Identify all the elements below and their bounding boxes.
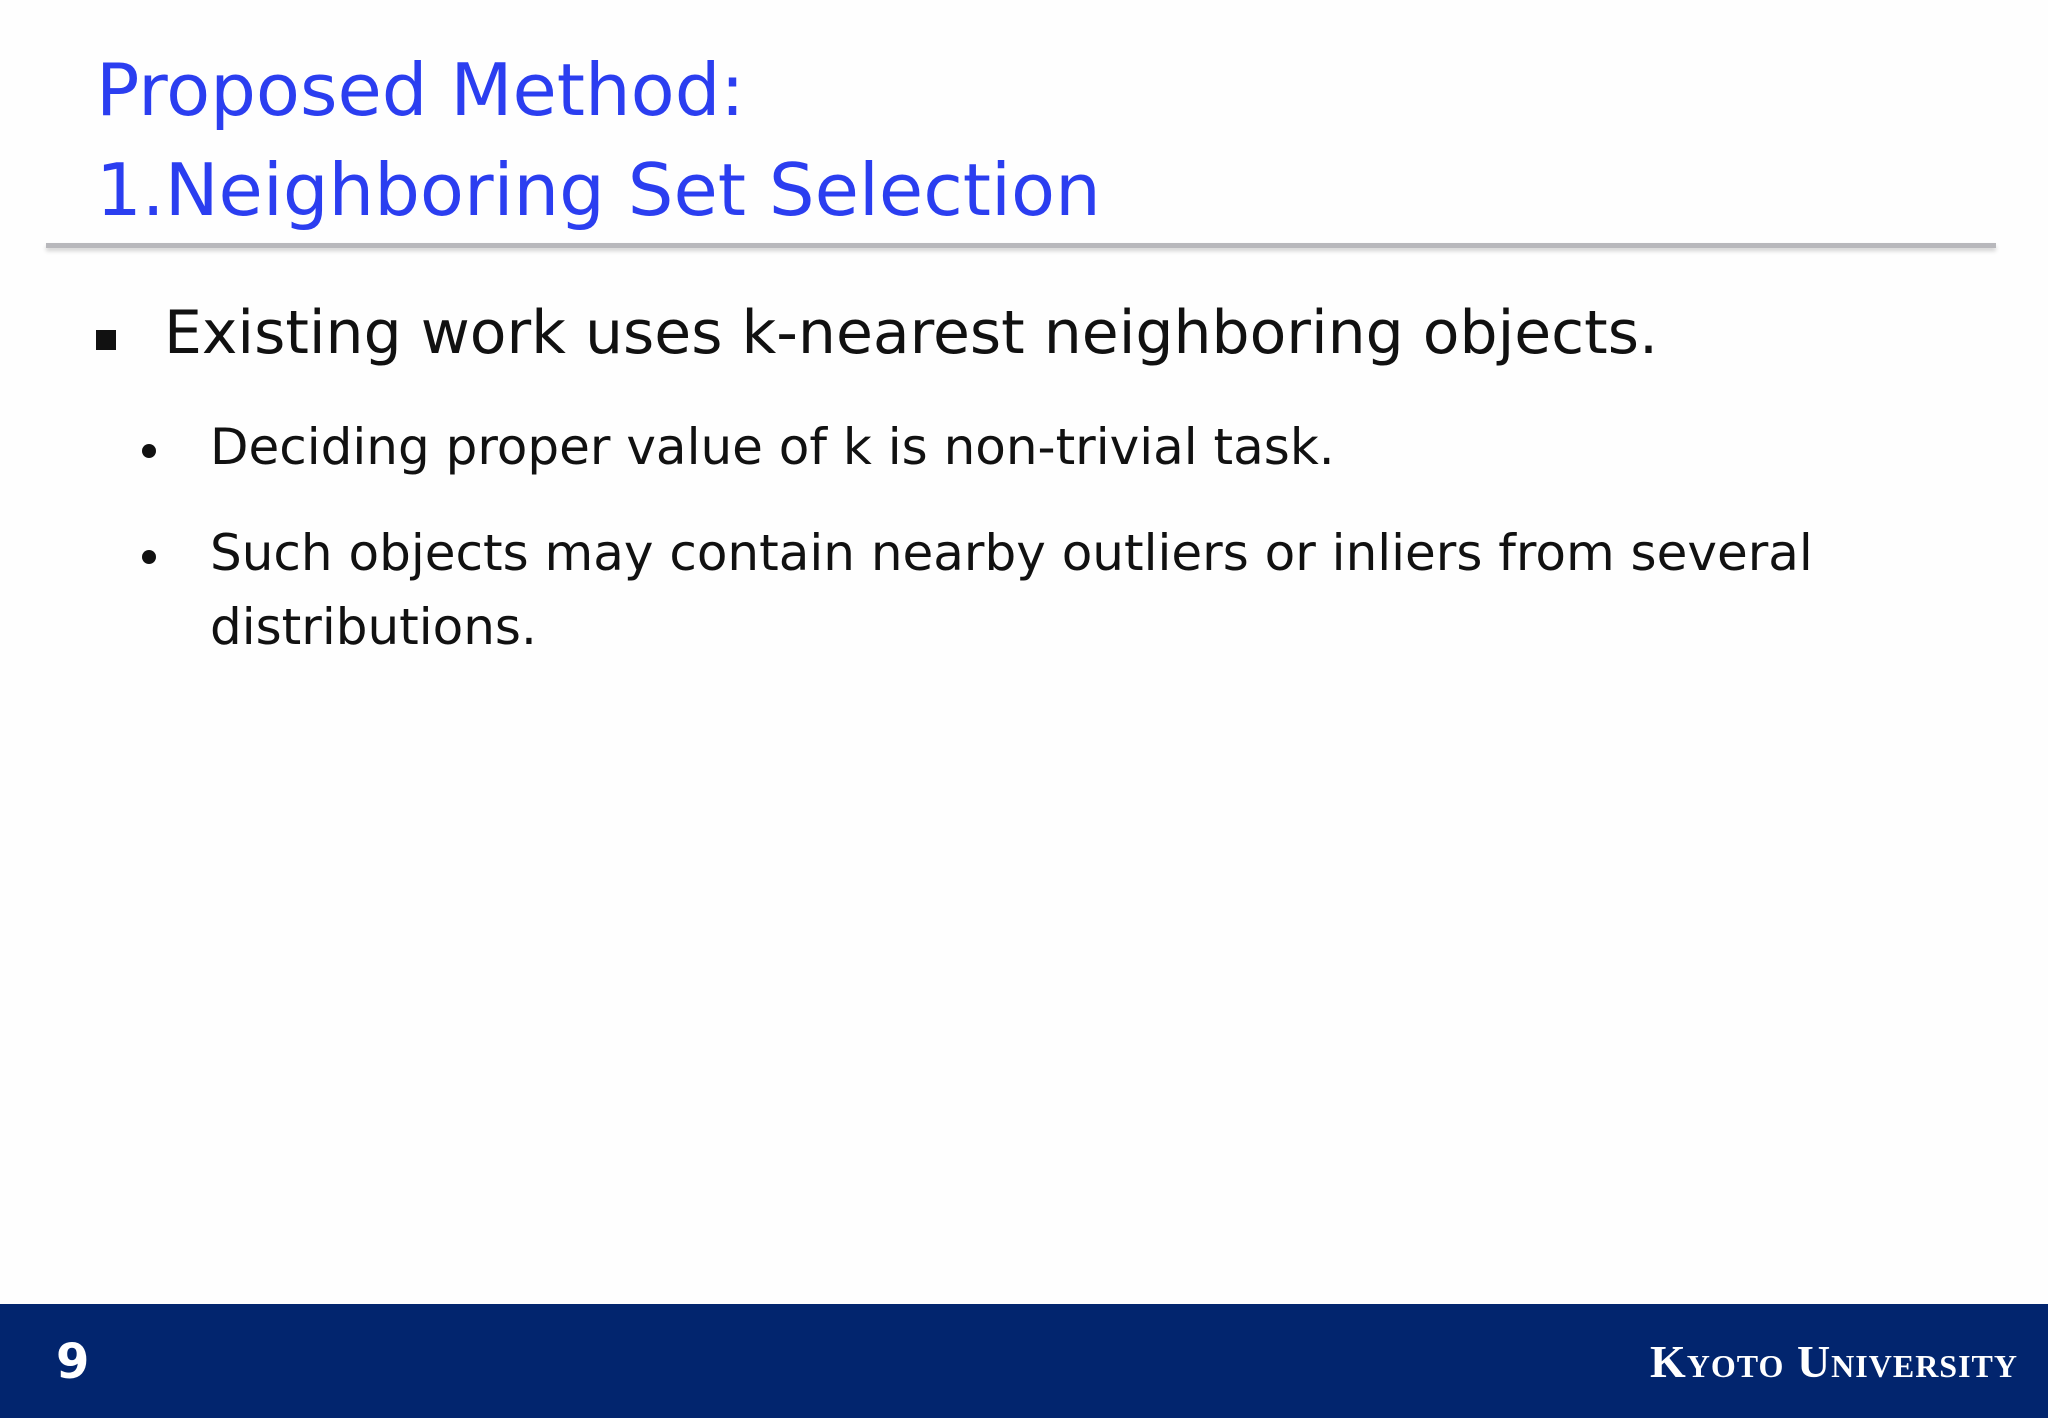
sub-bullet-text: Such objects may contain nearby outliers or inliers from several distributions. bbox=[210, 524, 1813, 656]
square-bullet-icon bbox=[96, 330, 116, 350]
university-name: Kyoto University bbox=[1650, 1336, 2018, 1387]
bullet-text: Existing work uses k-nearest neighboring objects. bbox=[164, 298, 1659, 368]
page-number: 9 bbox=[56, 1334, 90, 1390]
title-divider bbox=[46, 243, 1996, 248]
title-line-1: Proposed Method: bbox=[96, 48, 745, 132]
dot-bullet-icon bbox=[142, 444, 156, 458]
title-line-2: 1.Neighboring Set Selection bbox=[96, 148, 1101, 232]
sub-bullet-text: Deciding proper value of k is non-trivial task. bbox=[210, 418, 1335, 476]
dot-bullet-icon bbox=[142, 550, 156, 564]
footer-bar bbox=[0, 1304, 2048, 1418]
slide-title bbox=[96, 40, 1101, 240]
